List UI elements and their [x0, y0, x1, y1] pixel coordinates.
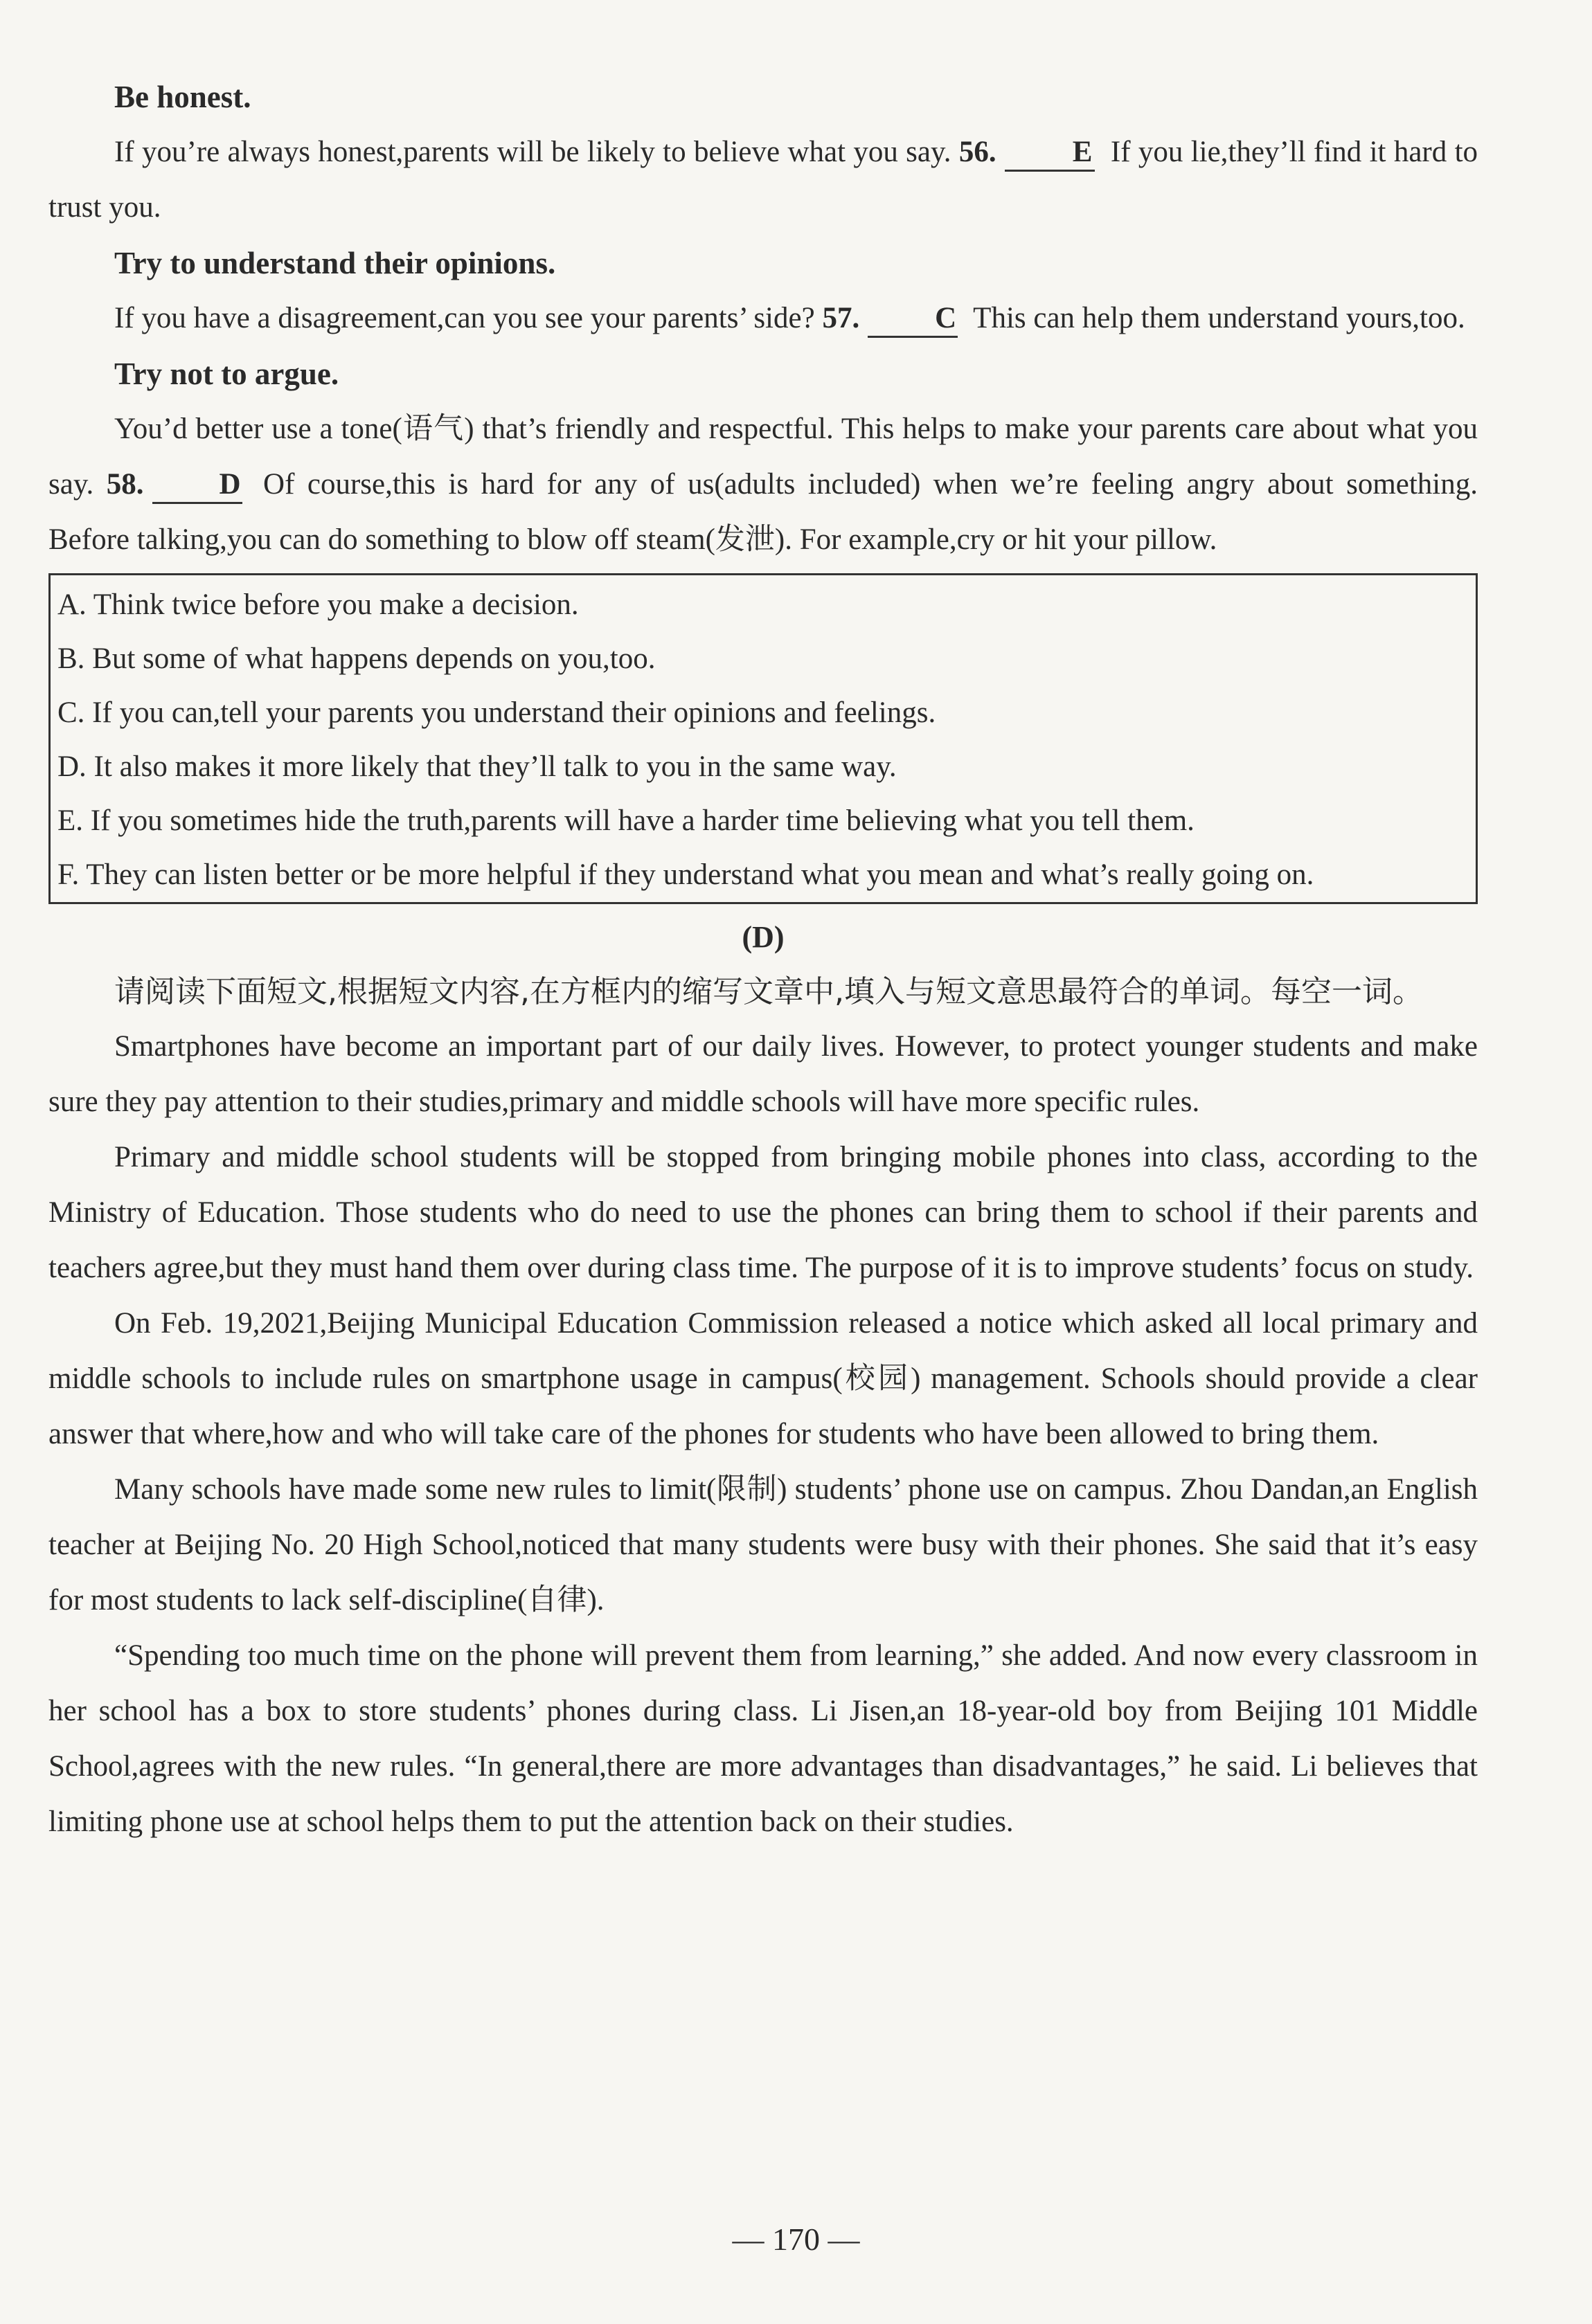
passage-paragraph-2: Primary and middle school students will be stopped from bringing mobile phones into class, according to the Ministry of Education. Those students who do need to use the phones can bring them to school if their parents and teachers agree,but they must hand them over during class time. The purpose of it is to improve students’ focus on study. [48, 1141, 1478, 1284]
option-a: A. Think twice before you make a decision. [57, 588, 579, 621]
text-after: If you lie,they’ll find it hard to trust you. [48, 136, 1478, 224]
option-d: D. It also makes it more likely that they’ll talk to you in the same way. [57, 750, 897, 783]
question-number-58: 58. [106, 468, 144, 501]
text-after: Of course,this is hard for any of us(adults included) when we’re feeling angry about something. Before talking,you can do something to blow off steam(发泄). For example,cry or hit your pillow. [48, 468, 1478, 556]
option-e: E. If you sometimes hide the truth,parents will have a harder time believing what you tell them. [57, 804, 1195, 837]
paragraph-be-honest [48, 125, 1478, 235]
section-label-d: (D) [742, 920, 785, 954]
passage-paragraph-5: “Spending too much time on the phone will prevent them from learning,” she added. And now every classroom in her school has a box to store students’ phones during class. Li Jisen,an 18-year-old boy from Beijing 101 Middle School,agrees with the new rules. “In general,there are more advantages than disadvantages,” he said. Li believes that limiting phone use at school helps them to put the attention back on their studies. [48, 1639, 1478, 1838]
page-number: — 170 — [732, 2222, 860, 2257]
option-b: B. But some of what happens depends on you,too. [57, 642, 656, 675]
text-before: You’d better use a tone(语气) that’s friendly and respectful. This helps to make your parents care about what you say. [48, 413, 1478, 501]
heading-not-argue: Try not to argue. [114, 357, 339, 391]
text-before: If you have a disagreement,can you see your parents’ side? [114, 302, 815, 334]
heading-be-honest: Be honest. [114, 80, 251, 114]
option-c: C. If you can,tell your parents you understand their opinions and feelings. [57, 696, 936, 729]
section-d-instruction: 请阅读下面短文,根据短文内容,在方框内的缩写文章中,填入与短文意思最符合的单词。每空一词。 [114, 974, 1423, 1009]
option-f: F. They can listen better or be more helpful if they understand what you mean and what’s really going on. [57, 858, 1314, 891]
text-before: If you’re always honest,parents will be likely to believe what you say. [114, 136, 951, 168]
answer-blank-58: D [152, 467, 242, 504]
passage-paragraph-1: Smartphones have become an important part of our daily lives. However, to protect younger students and make sure they pay attention to their studies,primary and middle schools will have more specific rules. [48, 1030, 1478, 1118]
answer-blank-57: C [868, 301, 958, 338]
heading-understand: Try to understand their opinions. [114, 246, 556, 280]
answer-blank-56: E [1005, 135, 1095, 172]
passage-paragraph-4: Many schools have made some new rules to limit(限制) students’ phone use on campus. Zhou Dandan,an English teacher at Beijing No. 20 High School,noticed that many students were busy with their phones. She said that it’s easy for most students to lack self-discipline(自律). [48, 1473, 1478, 1616]
question-number-56: 56. [958, 136, 996, 168]
options-box [48, 573, 1478, 904]
paragraph-not-argue [48, 402, 1478, 568]
passage-paragraph-3: On Feb. 19,2021,Beijing Municipal Education Commission released a notice which asked all local primary and middle schools to include rules on smartphone usage in campus(校园) management. Schools should provide a clear answer that where,how and who will take care of the phones for students who have been allowed to bring them. [48, 1307, 1478, 1450]
paragraph-understand [48, 291, 1478, 346]
question-number-57: 57. [822, 302, 860, 334]
text-after: This can help them understand yours,too. [973, 302, 1465, 334]
